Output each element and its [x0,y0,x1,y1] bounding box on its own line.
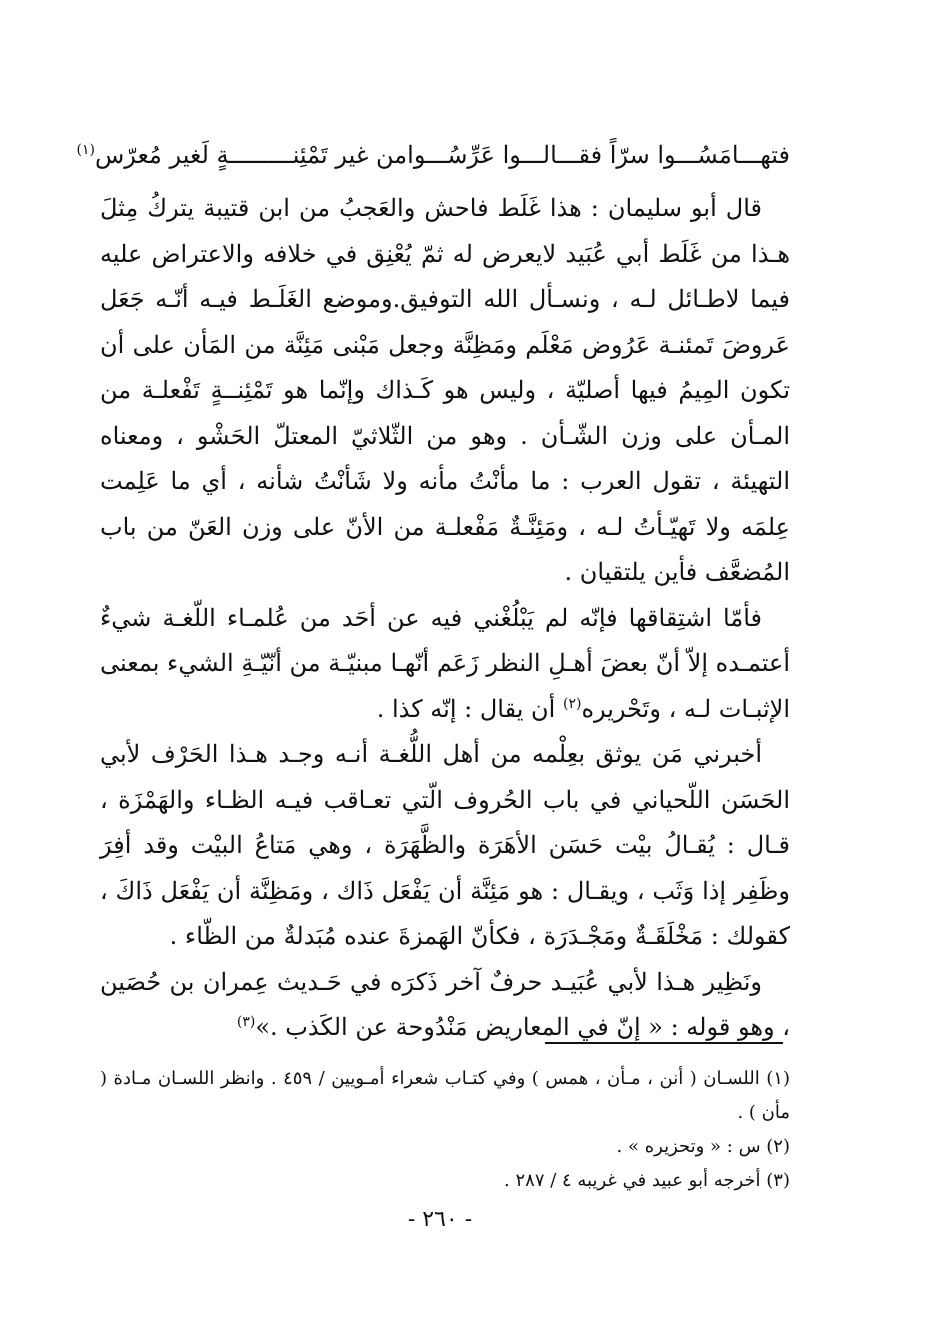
footnote-ref-1: (١) [76,142,95,158]
verse-second-text: من غير تَمْئِنـــــــــةٍ لَغير مُعرّس [94,141,408,169]
footnotes [100,1062,790,1198]
paragraph-1-text: قال أبو سليمان : هذا غَلَط فاحش والعَجبُ من ابن قتيبة يتركُ مِثلَ هـذا من غَلَط أبي عُبَيد لايعرض له ثمّ يُعْنِق في خلافه والاعتراض عليه فيما لاطـائل لـه ، ونسـأل الله التوفيق.وموضع الغَلَـط فيـه أنّـه جَعَل عَروضَ تَمئنـة عَرُوض مَعْلَم ومَظِنَّة وجعل مَبْنى مَئِنَّة من المَأن على أن تكون المِيمُ فيها أصليّة ، وليس هو كَـذاك وإنّما هو تَمْئِنــةٍ تَفْعلـة من المـأن على وزن الشّـأن . وهو من الثّلاثيّ المعتلّ الحَشْو ، ومعناه التهيئة ، تقول العرب : ما مأنْتُ مأنه ولا شَأنْتُ شأنه ، أي ما عَلِمت عِلمَه ولا تَهيّـأتُ لـه ، ومَئِنَّـةٌ مَفْعلـة من الأنّ على وزن العَنّ من باب المُضعَّف فأين يلتقيان . [100,194,790,586]
footnote-ref-3: (٣) [236,1014,256,1030]
paragraph-1 [100,186,790,596]
verse-first-text: فتهـــامَسُـــوا سرّاً فقـــالـــوا عَرِّسُـــوا [407,141,790,169]
page-number: - ٢٦٠ - [407,1207,473,1232]
footnote-1: (١) اللسـان ( أنن ، مـأن ، همس ) وفي كتـاب شعراء أمـويين / ٤٥٩ . وانظر اللسـان مـادة ( مأن ) . [100,1068,790,1123]
paragraph-3-text: أخبرني مَن يوثق بعِلْمه من أهل اللُّغـة أنـه وجـد هـذا الحَرْف لأبي الحَسَن اللّحياني في باب الحُروف الّتي تعـاقب فيـه الظـاء والهَمْزَة ، قـال : يُقـالُ بيْت حَسَن الأهَرَة والظَّهَرَة ، وهي مَتاعُ البيْت وقد أفِرَ وظَفِر إذا وَثَب ، ويقـال : هو مَئِنَّة أن يَفْعَل ذَاك ، ومَظِنَّة أن يَفْعَل ذَاكَ ، كقولك : مَخْلَقَـةٌ ومَجْـدَرَة ، فكأنّ الهَمزةَ عنده مُبَدلةٌ من الظّاء . [100,740,790,950]
paragraph-3 [100,732,790,960]
paragraph-4 [100,960,790,1051]
footnote-2: (٢) س : « وتحزيره » . [616,1136,790,1157]
poetry-verse [76,132,790,178]
footnote-ref-2: (٢) [562,695,582,712]
verse-first-hemistich [407,141,790,169]
paragraph-2 [100,596,790,733]
footnote-separator [545,1042,783,1044]
paragraph-4-text: ونَظِير هـذا لأبي عُبَيـد حرفٌ آخر ذَكرَه في حَـديث عِمران بن حُصَين ، وهو قوله : « إنّ في المعاريض مَنْدُوحة عن الكَذب .» [100,967,790,1041]
verse-second-hemistich [76,141,407,169]
paragraph-2-text: فأمّا اشتِقاقها فإنّه لم يَبْلُغْني فيه عن أحَد من عُلمـاء اللّغـة شيءٌ أعتمـده إلاّ أنّ بعضَ أهـلِ النظر زَعَم أنّهـا مبنيّـة من أنّيّـةِ الشيء بمعنى الإثبـات لـه ، وتَحْريره [100,603,790,723]
main-text [100,186,790,1051]
footnote-3: (٣) أخرجه أبو عبيد في غريبه ٤ / ٢٨٧ . [504,1170,790,1191]
paragraph-2-tail: أن يقال : إنّه كذا . [376,694,563,723]
